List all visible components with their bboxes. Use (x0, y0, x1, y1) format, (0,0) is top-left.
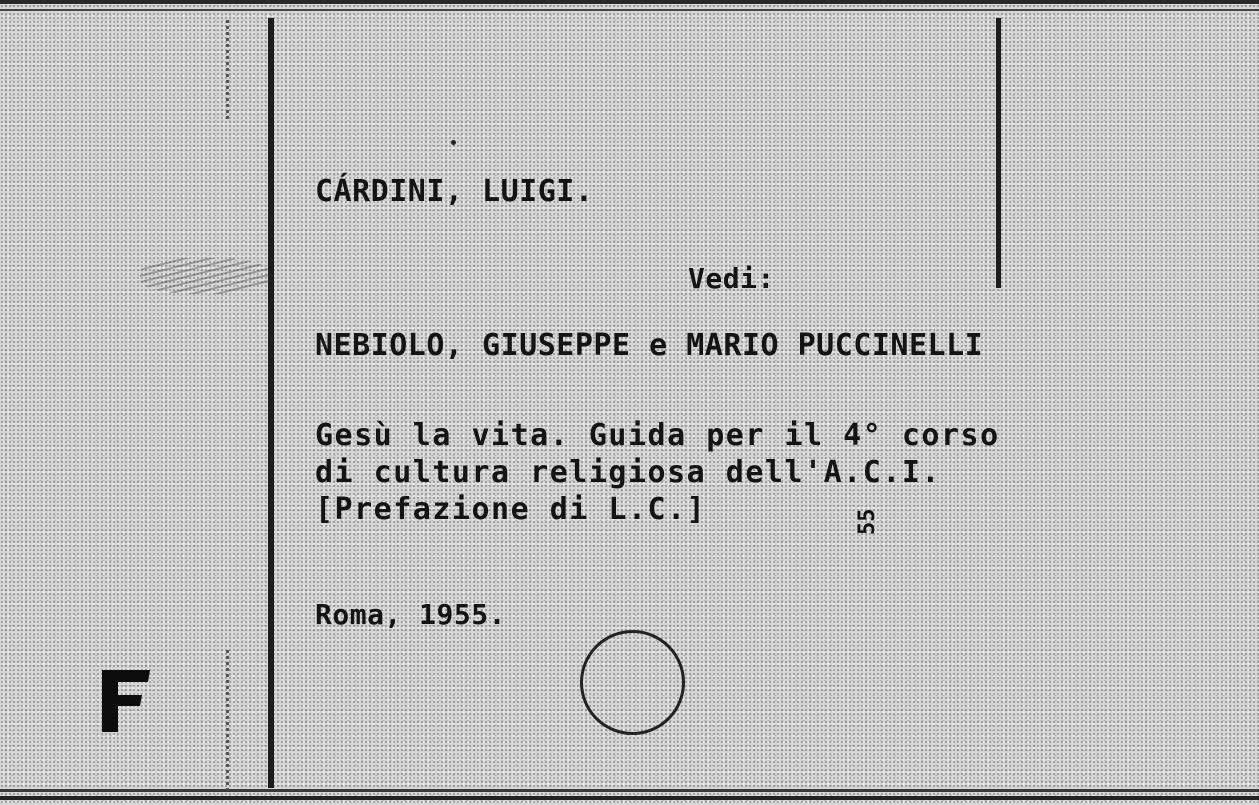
title-line: [Prefazione di L.C.] (315, 492, 707, 527)
letter-f-glyph (98, 668, 154, 734)
title-line: Gesù la vita. Guida per il 4° corso (315, 418, 1000, 453)
author-entry: NEBIOLO, GIUSEPPE e MARIO PUCCINELLI (315, 328, 984, 363)
left-margin-rule (268, 18, 274, 788)
ink-dot (451, 140, 456, 145)
corner-letter-f (98, 668, 154, 734)
card-heading: CÁRDINI, LUIGI. (315, 174, 594, 209)
card-top-edge (0, 0, 1259, 14)
left-faint-rule-bottom (226, 650, 229, 790)
card-bottom-edge (0, 785, 1259, 805)
right-margin-rule (996, 18, 1001, 288)
see-reference-label: Vedi: (688, 262, 775, 295)
title-line: di cultura religiosa dell'A.C.I. (315, 455, 941, 490)
side-mark: 55 (855, 508, 880, 535)
ink-smudge (140, 258, 270, 294)
left-faint-rule-top (226, 20, 229, 120)
stamp-circle (580, 630, 685, 735)
imprint: Roma, 1955. (315, 598, 506, 631)
